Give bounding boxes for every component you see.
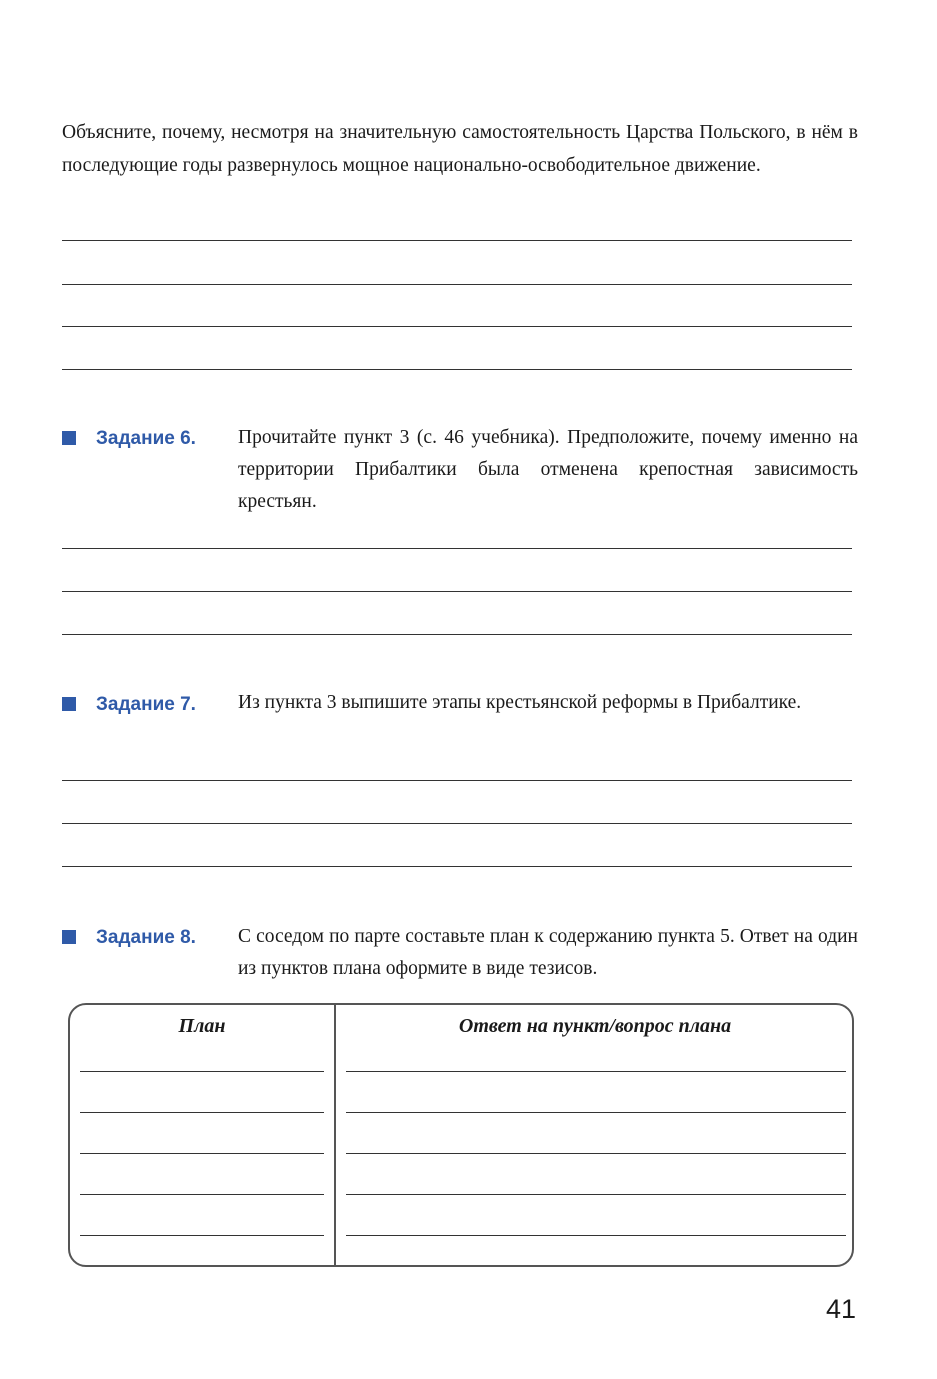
answer-line[interactable]: [346, 1235, 846, 1236]
square-bullet-icon: [62, 431, 76, 445]
column-divider: [334, 1005, 336, 1265]
answer-line[interactable]: [62, 369, 852, 370]
answer-line[interactable]: [62, 634, 852, 635]
plan-column-header: План: [178, 1015, 226, 1037]
task-7-text: Из пункта 3 выпишите этапы крестьянской реформы в Прибалтике.: [238, 692, 802, 713]
plan-line[interactable]: [80, 1153, 324, 1154]
answer-line[interactable]: [62, 284, 852, 285]
plan-line[interactable]: [80, 1194, 324, 1195]
answer-line[interactable]: [346, 1071, 846, 1072]
task-8-text: С соседом по парте составьте план к содержанию пункта 5. Ответ на один из пунктов плана оформите в виде тезисов.: [238, 926, 858, 979]
task-6-text: Прочитайте пункт 3 (с. 46 учебника). Предположите, почему именно на территории Прибалтики была отменена крепостная зависимость крестьян.: [238, 427, 858, 512]
task-8-heading: [62, 927, 196, 949]
answer-line[interactable]: [62, 240, 852, 241]
answer-line[interactable]: [346, 1153, 846, 1154]
answer-line[interactable]: [346, 1194, 846, 1195]
plan-table: [68, 1003, 854, 1267]
task-6-heading: [62, 428, 196, 450]
plan-line[interactable]: [80, 1071, 324, 1072]
answer-line[interactable]: [62, 823, 852, 824]
plan-line[interactable]: [80, 1112, 324, 1113]
answer-line[interactable]: [62, 326, 852, 327]
task-label: Задание 7.: [96, 694, 196, 715]
answer-line[interactable]: [62, 548, 852, 549]
plan-line[interactable]: [80, 1235, 324, 1236]
intro-question: Объясните, почему, несмотря на значительную самостоятельность Царства Польского, в нём в последующие годы развернулось мощное национально-освободительное движение.: [62, 122, 858, 176]
answer-line[interactable]: [62, 591, 852, 592]
page-number: 41: [826, 1294, 857, 1324]
answer-line[interactable]: [62, 780, 852, 781]
task-label: Задание 8.: [96, 927, 196, 948]
square-bullet-icon: [62, 697, 76, 711]
task-label: Задание 6.: [96, 428, 196, 449]
square-bullet-icon: [62, 930, 76, 944]
answer-line[interactable]: [346, 1112, 846, 1113]
task-7-heading: [62, 694, 196, 716]
answer-column-header: Ответ на пункт/вопрос плана: [458, 1015, 732, 1037]
answer-line[interactable]: [62, 866, 852, 867]
